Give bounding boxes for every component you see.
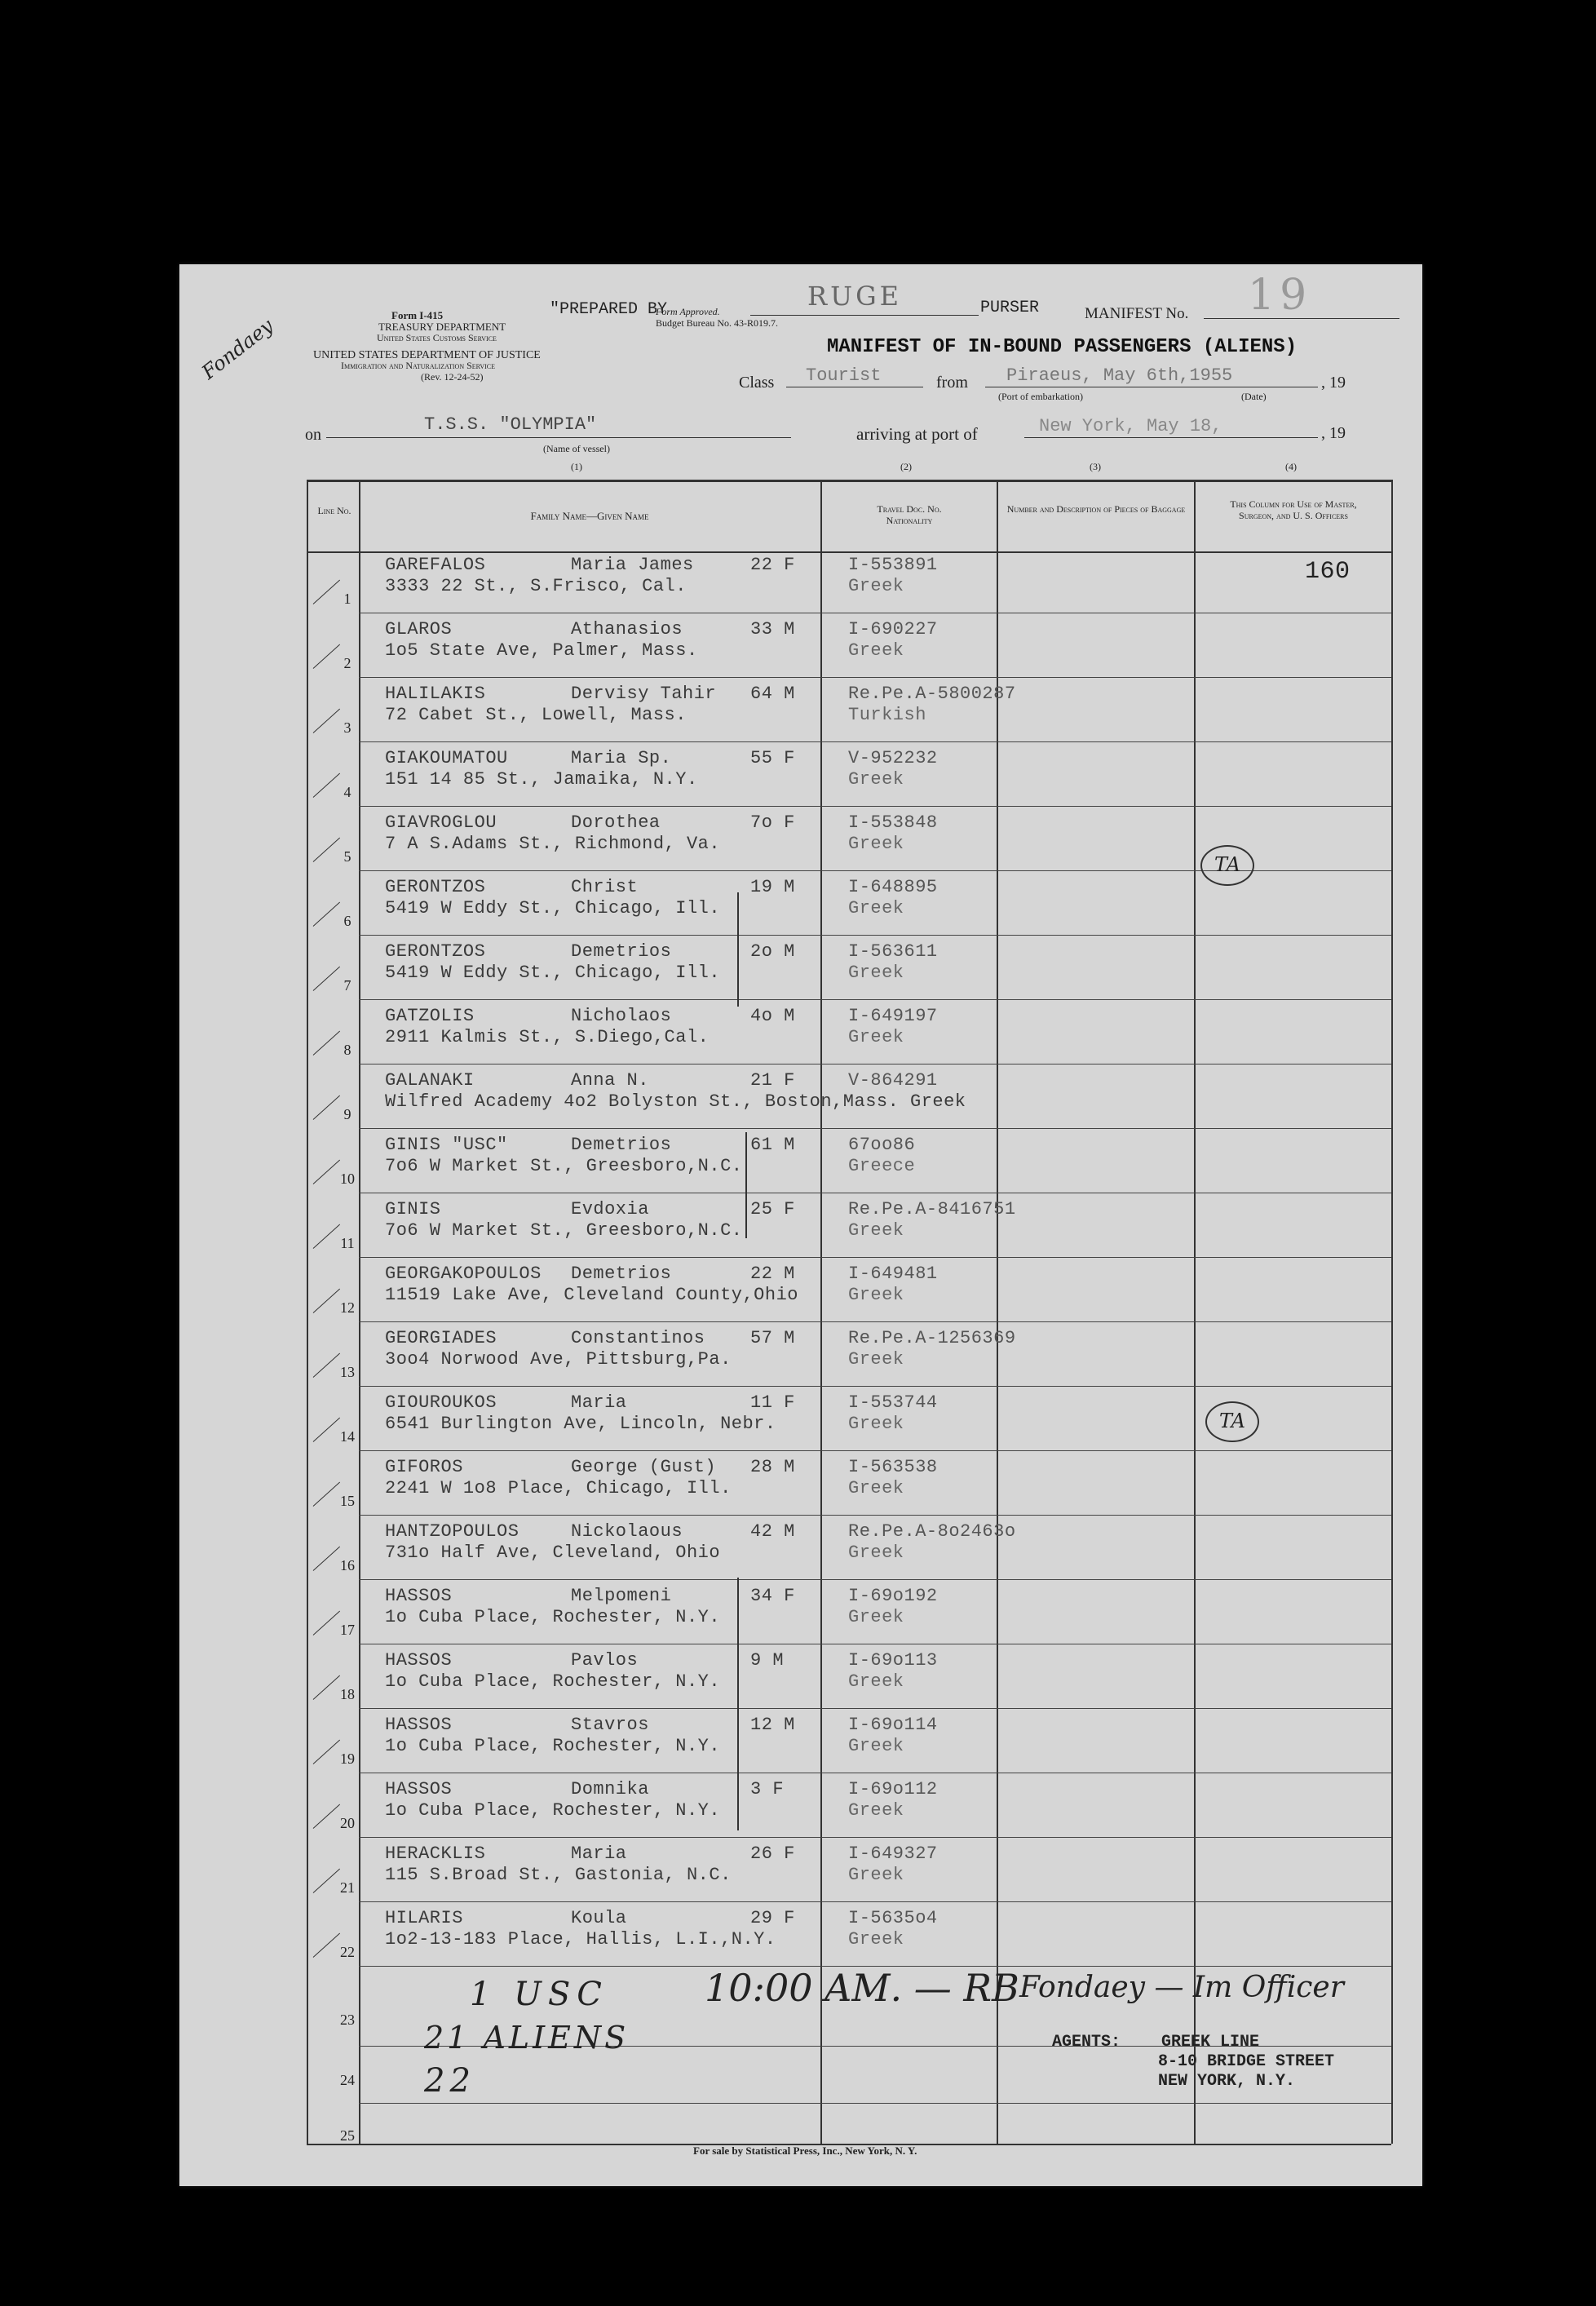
- family-name: HALILAKIS: [385, 684, 486, 704]
- treasury-dept: TREASURY DEPARTMENT: [378, 321, 506, 333]
- line-number: 25: [340, 2127, 355, 2144]
- age-sex: 11 F: [750, 1392, 795, 1413]
- line-number: 6: [343, 913, 351, 929]
- given-name: Maria: [571, 1843, 627, 1864]
- officer-signature: Fondaey — Im Officer: [1019, 1971, 1344, 2004]
- given-name: Nicholaos: [571, 1006, 672, 1026]
- age-sex: 21 F: [750, 1070, 795, 1091]
- nationality: Greek: [848, 769, 904, 790]
- family-name: HASSOS: [385, 1715, 453, 1735]
- given-name: Christ: [571, 877, 639, 897]
- address: Wilfred Academy 4o2 Bolyston St., Boston,Mass. Greek: [385, 1091, 966, 1112]
- col-num-3: (3): [1090, 461, 1101, 472]
- address: 1o Cuba Place, Rochester, N.Y.: [385, 1800, 721, 1821]
- address: 1o Cuba Place, Rochester, N.Y.: [385, 1671, 721, 1692]
- age-sex: 55 F: [750, 748, 795, 768]
- given-name: George (Gust): [571, 1457, 717, 1477]
- table-row: [179, 1130, 1422, 1194]
- family-name: GERONTZOS: [385, 877, 486, 897]
- family-name: GERONTZOS: [385, 941, 486, 962]
- vessel-name-label: (Name of vessel): [543, 443, 610, 454]
- nationality: Greek: [848, 963, 904, 983]
- aliens-count: 21 ALIENS: [424, 2020, 630, 2056]
- address: 7o6 W Market St., Greesboro,N.C.: [385, 1156, 743, 1176]
- travel-doc-number: I-553891: [848, 555, 938, 575]
- from-value: Piraeus, May 6th,1955: [1006, 365, 1233, 386]
- table-row: [179, 1259, 1422, 1323]
- nationality: Greek: [848, 1542, 904, 1563]
- family-name: GATZOLIS: [385, 1006, 475, 1026]
- given-name: Pavlos: [571, 1650, 639, 1671]
- nationality: Greek: [848, 1478, 904, 1498]
- col-name: Family Name—Given Name: [530, 510, 649, 522]
- col-baggage: Number and Description of Pieces of Baggage: [1006, 503, 1186, 515]
- table-row: [179, 1710, 1422, 1774]
- time-note: 10:00 AM. — RB: [705, 1966, 1019, 2010]
- family-name: HASSOS: [385, 1779, 453, 1799]
- travel-doc-number: I-563538: [848, 1457, 938, 1477]
- age-sex: 42 M: [750, 1521, 795, 1542]
- table-row: [179, 1323, 1422, 1388]
- arriving-underline: [1024, 437, 1318, 438]
- col-num-1: (1): [571, 461, 582, 472]
- table-row: [179, 1774, 1422, 1839]
- col-line-no: Line No.: [317, 505, 351, 516]
- agents-line-3: NEW YORK, N.Y.: [1158, 2072, 1296, 2091]
- travel-doc-number: 67oo86: [848, 1135, 916, 1155]
- arriving-value: New York, May 18,: [1039, 416, 1222, 436]
- age-sex: 26 F: [750, 1843, 795, 1864]
- line-number: 4: [343, 784, 351, 800]
- given-name: Evdoxia: [571, 1199, 649, 1219]
- line-number: 5: [343, 848, 351, 865]
- line-number: 2: [343, 655, 351, 671]
- age-sex: 4o M: [750, 1006, 795, 1026]
- travel-doc-number: I-649327: [848, 1843, 938, 1864]
- address: 11519 Lake Ave, Cleveland County,Ohio: [385, 1285, 798, 1305]
- row-rule: [359, 2103, 1391, 2104]
- age-sex: 9 M: [750, 1650, 785, 1671]
- form-approved: Form Approved.: [656, 306, 720, 317]
- given-name: Demetrios: [571, 941, 672, 962]
- family-bracket: [737, 1578, 739, 1830]
- given-name: Dervisy Tahir: [571, 684, 717, 704]
- nationality: Turkish: [848, 705, 926, 725]
- address: 72 Cabet St., Lowell, Mass.: [385, 705, 687, 725]
- year-label-1: , 19: [1321, 374, 1346, 392]
- vessel-name: T.S.S. "OLYMPIA": [424, 414, 597, 435]
- address: 3333 22 St., S.Frisco, Cal.: [385, 576, 687, 596]
- date-label: (Date): [1241, 391, 1267, 402]
- manifest-no-underline: [1204, 318, 1399, 319]
- family-name: GAREFALOS: [385, 555, 486, 575]
- age-sex: 7o F: [750, 812, 795, 833]
- nationality: Greek: [848, 1865, 904, 1885]
- address: 7 A S.Adams St., Richmond, Va.: [385, 834, 721, 854]
- nationality: Greek: [848, 1736, 904, 1756]
- agents-line-2: 8-10 BRIDGE STREET: [1158, 2052, 1335, 2071]
- family-name: GEORGAKOPOULOS: [385, 1264, 542, 1284]
- line-number: 17: [340, 1622, 355, 1638]
- col-num-2: (2): [900, 461, 912, 472]
- travel-doc-number: I-563611: [848, 941, 938, 962]
- travel-doc-number: I-69o112: [848, 1779, 938, 1799]
- address: 1o5 State Ave, Palmer, Mass.: [385, 640, 698, 661]
- family-name: GIFOROS: [385, 1457, 463, 1477]
- purser-label: PURSER: [980, 299, 1040, 317]
- age-sex: 22 M: [750, 1264, 795, 1284]
- manifest-no-value: 19: [1248, 271, 1312, 320]
- row-rule: [359, 935, 1391, 936]
- printer-footer: For sale by Statistical Press, Inc., New York, N. Y.: [693, 2144, 917, 2157]
- table-row: [179, 1516, 1422, 1581]
- table-row: [179, 1001, 1422, 1065]
- given-name: Constantinos: [571, 1328, 705, 1348]
- given-name: Koula: [571, 1908, 627, 1928]
- age-sex: 25 F: [750, 1199, 795, 1219]
- table-top-rule: [307, 480, 1391, 482]
- family-name: GEORGIADES: [385, 1328, 497, 1348]
- ins-service: Immigration and Naturalization Service: [341, 360, 496, 371]
- family-name: HILARIS: [385, 1908, 463, 1928]
- table-row: [179, 1903, 1422, 1967]
- age-sex: 29 F: [750, 1908, 795, 1928]
- age-sex: 3 F: [750, 1779, 785, 1799]
- family-bracket: [737, 892, 739, 1007]
- family-name: GIOUROUKOS: [385, 1392, 497, 1413]
- ta-mark: TA: [1200, 845, 1254, 886]
- family-name: GINIS "USC": [385, 1135, 508, 1155]
- address: 5419 W Eddy St., Chicago, Ill.: [385, 898, 721, 918]
- table-row: [179, 614, 1422, 679]
- line-number: 13: [340, 1364, 355, 1380]
- table-row: [179, 1581, 1422, 1645]
- line-number: 12: [340, 1299, 355, 1316]
- travel-doc-number: I-690227: [848, 619, 938, 640]
- address: 731o Half Ave, Cleveland, Ohio: [385, 1542, 721, 1563]
- given-name: Anna N.: [571, 1070, 649, 1091]
- row-rule: [359, 1257, 1391, 1258]
- arriving-label: arriving at port of: [856, 424, 978, 444]
- given-name: Maria: [571, 1392, 627, 1413]
- table-row: [179, 1839, 1422, 1903]
- address: 1o Cuba Place, Rochester, N.Y.: [385, 1607, 721, 1627]
- manifest-title: MANIFEST OF IN-BOUND PASSENGERS (ALIENS): [827, 336, 1298, 358]
- travel-doc-number: I-5635o4: [848, 1908, 938, 1928]
- row-rule: [359, 677, 1391, 678]
- total-count: 22: [424, 2062, 475, 2100]
- ta-mark: TA: [1205, 1401, 1259, 1442]
- table-row: [179, 743, 1422, 808]
- line-number: 16: [340, 1557, 355, 1573]
- line-number: 3: [343, 719, 351, 736]
- family-name: HASSOS: [385, 1586, 453, 1606]
- row-rule: [359, 1901, 1391, 1902]
- class-value: Tourist: [806, 365, 882, 386]
- row-rule: [359, 1321, 1391, 1322]
- line-number: 20: [340, 1815, 355, 1831]
- row-rule: [359, 1837, 1391, 1838]
- address: 1o2-13-183 Place, Hallis, L.I.,N.Y.: [385, 1929, 776, 1950]
- manifest-no-label: MANIFEST No.: [1085, 305, 1189, 322]
- travel-doc-number: Re.Pe.A-5800287: [848, 684, 1016, 704]
- given-name: Dorothea: [571, 812, 661, 833]
- given-name: Maria Sp.: [571, 748, 672, 768]
- travel-doc-number: I-649481: [848, 1264, 938, 1284]
- line-number: 15: [340, 1493, 355, 1509]
- age-sex: 12 M: [750, 1715, 795, 1735]
- family-name: GLAROS: [385, 619, 453, 640]
- line-number: 14: [340, 1428, 355, 1445]
- table-row: [179, 1065, 1422, 1130]
- age-sex: 34 F: [750, 1586, 795, 1606]
- given-name: Demetrios: [571, 1135, 672, 1155]
- line-number: 23: [340, 2012, 355, 2028]
- line-number: 18: [340, 1686, 355, 1702]
- purser-underline: [750, 315, 979, 316]
- line-number: 22: [340, 1944, 355, 1960]
- customs-service: United States Customs Service: [377, 332, 497, 343]
- age-sex: 19 M: [750, 877, 795, 897]
- address: 115 S.Broad St., Gastonia, N.C.: [385, 1865, 732, 1885]
- family-name: GINIS: [385, 1199, 441, 1219]
- address: 5419 W Eddy St., Chicago, Ill.: [385, 963, 721, 983]
- line-number: 24: [340, 2072, 355, 2088]
- travel-doc-number: V-952232: [848, 748, 938, 768]
- family-name: GIAVROGLOU: [385, 812, 497, 833]
- nationality: Greece: [848, 1156, 916, 1176]
- address: 6541 Burlington Ave, Lincoln, Nebr.: [385, 1414, 776, 1434]
- family-name: HASSOS: [385, 1650, 453, 1671]
- travel-doc-number: Re.Pe.A-1256369: [848, 1328, 1016, 1348]
- nationality: Greek: [848, 1285, 904, 1305]
- officer-note: 160: [1305, 558, 1351, 586]
- manifest-sheet: [179, 264, 1422, 2186]
- address: 7o6 W Market St., Greesboro,N.C.: [385, 1220, 743, 1241]
- travel-doc-number: I-553848: [848, 812, 938, 833]
- nationality: Greek: [848, 576, 904, 596]
- given-name: Demetrios: [571, 1264, 672, 1284]
- col-travel-doc: Travel Doc. No. Nationality: [877, 503, 942, 526]
- given-name: Stavros: [571, 1715, 649, 1735]
- nationality: Greek: [848, 1800, 904, 1821]
- form-number: Form I-415: [391, 309, 444, 321]
- justice-dept: UNITED STATES DEPARTMENT OF JUSTICE: [313, 349, 541, 361]
- budget-bureau: Budget Bureau No. 43-R019.7.: [656, 317, 778, 329]
- family-name: HANTZOPOULOS: [385, 1521, 519, 1542]
- agents-label: AGENTS:: [1052, 2033, 1121, 2051]
- line-number: 21: [340, 1879, 355, 1896]
- table-row: [179, 1645, 1422, 1710]
- col-officers: This Column for Use of Master, Surgeon, and U. S. Officers: [1230, 498, 1357, 521]
- travel-doc-number: I-648895: [848, 877, 938, 897]
- travel-doc-number: V-864291: [848, 1070, 938, 1091]
- nationality: Greek: [848, 1929, 904, 1950]
- row-rule: [359, 1515, 1391, 1516]
- travel-doc-number: I-69o114: [848, 1715, 938, 1735]
- purser-name: RUGE: [807, 281, 902, 312]
- class-label: Class: [739, 374, 775, 392]
- from-label: from: [936, 374, 968, 392]
- travel-doc-number: I-649197: [848, 1006, 938, 1026]
- address: 151 14 85 St., Jamaika, N.Y.: [385, 769, 698, 790]
- nationality: Greek: [848, 834, 904, 854]
- table-row: [179, 1452, 1422, 1516]
- table-row: [179, 679, 1422, 743]
- nationality: Greek: [848, 1027, 904, 1047]
- nationality: Greek: [848, 1349, 904, 1370]
- table-row: [179, 550, 1422, 614]
- line-number: 1: [343, 591, 351, 607]
- line-number: 8: [343, 1042, 351, 1058]
- travel-doc-number: I-553744: [848, 1392, 938, 1413]
- address: 3oo4 Norwood Ave, Pittsburg,Pa.: [385, 1349, 732, 1370]
- travel-doc-number: Re.Pe.A-8416751: [848, 1199, 1016, 1219]
- line-number: 9: [343, 1106, 351, 1122]
- row-rule: [359, 999, 1391, 1000]
- row-rule: [359, 1128, 1391, 1129]
- travel-doc-number: I-69o192: [848, 1586, 938, 1606]
- row-rule: [359, 1386, 1391, 1387]
- age-sex: 22 F: [750, 555, 795, 575]
- family-name: HERACKLIS: [385, 1843, 486, 1864]
- family-name: GIAKOUMATOU: [385, 748, 508, 768]
- given-name: Maria James: [571, 555, 694, 575]
- row-rule: [359, 806, 1391, 807]
- revision-date: (Rev. 12-24-52): [421, 371, 484, 383]
- given-name: Melpomeni: [571, 1586, 672, 1606]
- line-number: 10: [340, 1171, 355, 1187]
- nationality: Greek: [848, 898, 904, 918]
- port-of-embarkation-label: (Port of embarkation): [998, 391, 1083, 402]
- vessel-underline: [326, 437, 791, 438]
- address: 2911 Kalmis St., S.Diego,Cal.: [385, 1027, 710, 1047]
- travel-doc-number: Re.Pe.A-8o2463o: [848, 1521, 1016, 1542]
- given-name: Athanasios: [571, 619, 683, 640]
- on-label: on: [305, 426, 321, 444]
- given-name: Nickolaous: [571, 1521, 683, 1542]
- age-sex: 33 M: [750, 619, 795, 640]
- nationality: Greek: [848, 640, 904, 661]
- nationality: Greek: [848, 1220, 904, 1241]
- nationality: Greek: [848, 1607, 904, 1627]
- line-number: 7: [343, 977, 351, 994]
- prepared-by-label: "PREPARED BY: [550, 300, 668, 319]
- given-name: Domnika: [571, 1779, 649, 1799]
- row-rule: [359, 741, 1391, 742]
- row-rule: [359, 1708, 1391, 1709]
- age-sex: 64 M: [750, 684, 795, 704]
- line-number: 19: [340, 1751, 355, 1767]
- nationality: Greek: [848, 1671, 904, 1692]
- margin-note: Fondaey: [197, 314, 278, 384]
- age-sex: 61 M: [750, 1135, 795, 1155]
- col-num-4: (4): [1285, 461, 1297, 472]
- age-sex: 28 M: [750, 1457, 795, 1477]
- family-bracket: [745, 1132, 747, 1238]
- nationality: Greek: [848, 1414, 904, 1434]
- year-label-2: , 19: [1321, 424, 1346, 442]
- address: 1o Cuba Place, Rochester, N.Y.: [385, 1736, 721, 1756]
- row-rule: [359, 1450, 1391, 1451]
- row-rule: [359, 1579, 1391, 1580]
- usc-count: 1 USC: [470, 1976, 608, 2013]
- agents-line-1: GREEK LINE: [1161, 2033, 1260, 2051]
- age-sex: 57 M: [750, 1328, 795, 1348]
- family-name: GALANAKI: [385, 1070, 475, 1091]
- address: 2241 W 1o8 Place, Chicago, Ill.: [385, 1478, 732, 1498]
- table-row: [179, 936, 1422, 1001]
- travel-doc-number: I-69o113: [848, 1650, 938, 1671]
- age-sex: 2o M: [750, 941, 795, 962]
- table-row: [179, 1194, 1422, 1259]
- line-number: 11: [340, 1235, 355, 1251]
